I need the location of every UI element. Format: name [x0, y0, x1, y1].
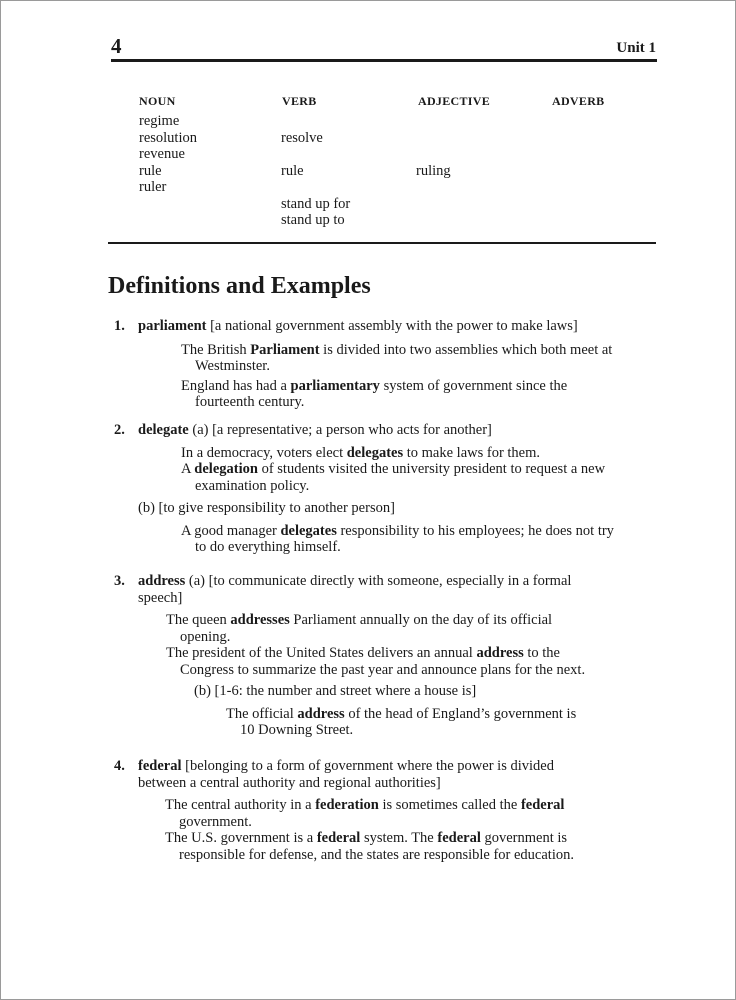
entry-headline: [138, 758, 668, 791]
entry-headline: [138, 318, 668, 335]
entry-definition: [a national government assembly with the power to make laws]: [206, 318, 578, 334]
example-keyword: delegates: [346, 444, 404, 461]
header-rule: [111, 59, 657, 62]
example-sentence: The British Parliament is divided into two assemblies which both meet at Westminster.: [181, 341, 613, 374]
example-keyword: address: [297, 705, 345, 722]
noun-cell: ruler: [139, 179, 167, 195]
entry-definition: [belonging to a form of government where the power is divided: [181, 758, 554, 774]
adverb-column-header: ADVERB: [552, 94, 605, 108]
entry-number: 4.: [114, 758, 125, 774]
page-number: 4: [111, 34, 122, 58]
table-bottom-rule: [108, 242, 656, 244]
verb-cell: [281, 179, 350, 196]
noun-column: [139, 113, 197, 196]
verb-cell: [281, 113, 350, 130]
example-keyword: delegates: [280, 522, 337, 539]
unit-label: Unit 1: [616, 40, 656, 56]
verb-cell: stand up to: [281, 212, 345, 228]
example-keyword: parliamentary: [290, 377, 380, 394]
adjective-cell: [416, 113, 451, 130]
verb-cell: resolve: [281, 129, 323, 146]
example-sentence: The president of the United States delivers an annual address to the Congress to summarize the past year and announce plans for the next.: [166, 645, 586, 678]
adjective-cell: [416, 146, 451, 163]
entry-term: federal: [138, 758, 182, 774]
definition-entry: [108, 318, 668, 411]
verb-cell: stand up for: [281, 195, 351, 212]
example-sentence: The queen addresses Parliament annually on the day of its official opening.: [166, 612, 553, 645]
example-keyword: address: [476, 645, 524, 661]
entry-number: 3.: [114, 573, 125, 589]
example-keyword: Parliament: [250, 341, 320, 358]
example-keyword: federal: [316, 830, 361, 846]
entry-definition-continued: between a central authority and regional authorities]: [138, 774, 441, 791]
entry-definition: (a) [a representative; a person who acts for another]: [188, 422, 492, 438]
adjective-cell: [416, 130, 451, 147]
entry-number: 1.: [114, 318, 125, 334]
adjective-column-header: ADJECTIVE: [418, 94, 491, 108]
example-sentence: The official address of the head of England’s government is 10 Downing Street.: [226, 705, 577, 738]
example-keyword: federal: [520, 797, 565, 813]
verb-cell: rule: [281, 162, 304, 179]
entry-number: 2.: [114, 422, 125, 438]
entry-term: delegate: [138, 422, 189, 438]
adjective-cell: ruling: [416, 162, 451, 179]
adjective-column: [416, 113, 451, 179]
definition-entry: [108, 573, 668, 739]
example-keyword: federal: [437, 830, 481, 846]
example-sentence: The central authority in a federation is sometimes called the federal government.: [165, 797, 565, 830]
example-sentence: England has had a parliamentary system of government since the fourteenth century.: [181, 377, 568, 410]
sub-definition: (b) [1-6: the number and street where a house is]: [194, 683, 477, 699]
noun-cell: rule: [139, 162, 162, 179]
definition-entry: [108, 758, 668, 863]
entry-definition-continued: speech]: [138, 589, 183, 606]
definition-entry: [108, 422, 668, 556]
example-sentence: A good manager delegates responsibility to his employees; he does not try to do everything himself.: [181, 522, 614, 555]
noun-column-header: NOUN: [139, 94, 176, 108]
verb-column-header: VERB: [282, 94, 317, 108]
verb-cell: [281, 146, 350, 163]
example-sentence: A delegation of students visited the university president to request a new examination policy.: [181, 461, 606, 494]
entry-headline: [138, 422, 668, 439]
section-title: Definitions and Examples: [108, 273, 371, 299]
entry-term: address: [138, 573, 186, 589]
sub-definition: (b) [to give responsibility to another person]: [138, 500, 395, 516]
example-keyword: federation: [315, 797, 379, 813]
example-sentence: In a democracy, voters elect delegates to make laws for them.: [181, 444, 541, 461]
example-keyword: addresses: [230, 612, 290, 628]
example-keyword: delegation: [194, 461, 258, 477]
entry-definition: (a) [to communicate directly with someone, especially in a formal: [185, 573, 572, 589]
noun-cell: regime: [139, 113, 180, 129]
noun-cell: resolution: [139, 129, 197, 146]
entry-term: parliament: [138, 318, 207, 334]
example-sentence: The U.S. government is a federal system. The federal government is responsible for defense, and the states are responsible for education.: [165, 830, 574, 863]
entry-headline: [138, 573, 668, 606]
noun-cell: revenue: [139, 146, 185, 162]
verb-column: [281, 113, 350, 229]
